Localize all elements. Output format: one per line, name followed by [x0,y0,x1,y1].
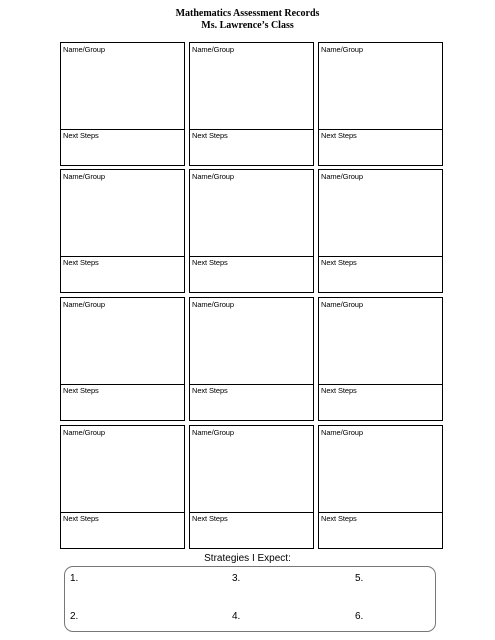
name-group-label: Name/Group [63,45,105,54]
strategy-item-4: 4. [232,611,241,622]
name-group-label: Name/Group [321,428,363,437]
name-group-area [319,43,442,130]
name-group-area [190,43,313,130]
next-steps-label: Next Steps [192,514,228,523]
name-group-area [190,298,313,385]
name-group-area [190,170,313,257]
next-steps-label: Next Steps [321,131,357,140]
name-group-label: Name/Group [192,300,234,309]
next-steps-label: Next Steps [321,258,357,267]
name-group-label: Name/Group [63,428,105,437]
next-steps-label: Next Steps [192,131,228,140]
strategy-item-6: 6. [355,611,364,622]
name-group-area [190,426,313,513]
next-steps-label: Next Steps [321,386,357,395]
assessment-card [189,169,314,293]
assessment-card [189,42,314,166]
name-group-area [319,426,442,513]
strategies-box [64,566,436,632]
next-steps-label: Next Steps [63,386,99,395]
page-title: Mathematics Assessment Records [175,8,320,19]
name-group-label: Name/Group [321,300,363,309]
name-group-area [61,298,184,385]
next-steps-label: Next Steps [321,514,357,523]
name-group-label: Name/Group [192,45,234,54]
name-group-area [319,170,442,257]
name-group-area [61,43,184,130]
name-group-label: Name/Group [321,172,363,181]
assessment-card [189,297,314,421]
next-steps-label: Next Steps [192,258,228,267]
name-group-label: Name/Group [321,45,363,54]
page-subtitle: Ms. Lawrence’s Class [201,20,294,31]
strategy-item-2: 2. [70,611,79,622]
assessment-card [189,425,314,549]
next-steps-label: Next Steps [63,131,99,140]
name-group-label: Name/Group [192,172,234,181]
strategies-title: Strategies I Expect: [204,553,291,564]
assessment-card [60,42,185,166]
next-steps-label: Next Steps [192,386,228,395]
next-steps-label: Next Steps [63,514,99,523]
name-group-label: Name/Group [63,300,105,309]
name-group-area [319,298,442,385]
next-steps-label: Next Steps [63,258,99,267]
assessment-card [318,42,443,166]
name-group-area [61,426,184,513]
strategy-item-3: 3. [232,573,241,584]
assessment-card [60,425,185,549]
name-group-area [61,170,184,257]
strategy-item-5: 5. [355,573,364,584]
assessment-card [60,169,185,293]
name-group-label: Name/Group [192,428,234,437]
assessment-card [318,425,443,549]
assessment-card [318,169,443,293]
assessment-card [60,297,185,421]
strategy-item-1: 1. [70,573,79,584]
name-group-label: Name/Group [63,172,105,181]
assessment-card [318,297,443,421]
